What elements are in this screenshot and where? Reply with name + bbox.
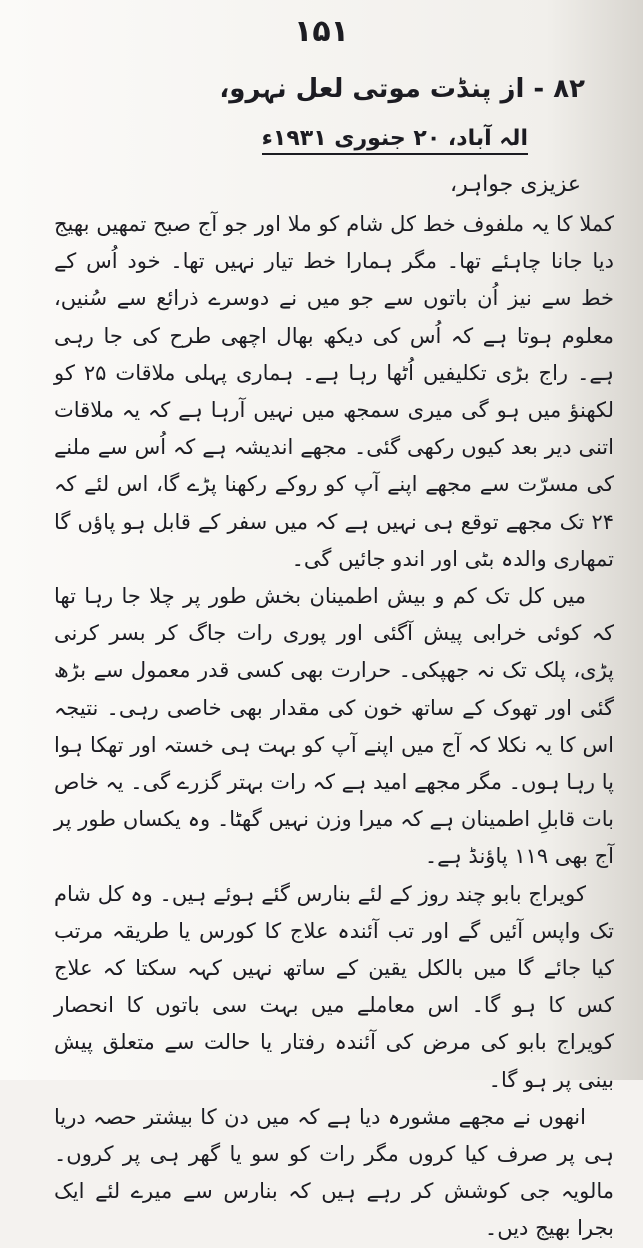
- paragraph-2: میں کل تک کم و بیش اطمینان بخش طور پر چلا جا رہا تھا کہ کوئی خرابی پیش آگئی اور پوری رات جاگ کر بسر کرنی پڑی، پلک تک نہ جھپکی۔ حرارت بھی کسی قدر معمول سے بڑھ گئی اور تھوک کے ساتھ خون کی مقدار بھی خاصی رہی۔ نتیجہ اس کا یہ نکلا کہ آج میں اپنے آپ کو بہت ہی خستہ اور تھکا ہوا پا رہا ہوں۔ مگر مجھے امید ہے کہ رات بہتر گزرے گی۔ یہ خاص بات قابلِ اطمینان ہے کہ میرا وزن نہیں گھٹا۔ وہ یکساں طور پر آج بھی ۱۱۹ پاؤنڈ ہے۔: [54, 584, 614, 869]
- letter-body: [54, 206, 614, 1248]
- paragraph-1: کملا کا یہ ملفوف خط کل شام کو ملا اور جو آج صبح تمھیں بھیج دیا جانا چاہئے تھا۔ مگر ہمارا خط تیار نہیں تھا۔ خود اُس کے خط سے نیز اُن باتوں سے جو میں نے دوسرے ذرائع سے سُنیں، معلوم ہوتا ہے کہ اُس کی دیکھ بھال اچھی طرح کی جا رہی ہے۔ راج بڑی تکلیفیں اُٹھا رہا ہے۔ ہماری پہلی ملاقات ۲۵ کو لکھنؤ میں ہو گی میری سمجھ میں نہیں آرہا ہے کہ یہ ملاقات اتنی دیر بعد کیوں رکھی گئی۔ مجھے اندیشہ ہے کہ اُس سے ملنے کی مسرّت سے مجھے اپنے آپ کو روکے رکھنا پڑے گا، اس لئے کہ ۲۴ تک مجھے توقع ہی نہیں ہے کہ میں سفر کے قابل ہو پاؤں گا تمھاری والدہ بٹی اور اندو جائیں گی۔: [54, 212, 614, 571]
- paragraph-3: کویراج بابو چند روز کے لئے بنارس گئے ہوئے ہیں۔ وہ کل شام تک واپس آئیں گے اور تب آئندہ علاج کا کورس یا طریقہ مرتب کیا جائے گا میں بالکل یقین کے ساتھ نہیں کہہ سکتا کہ علاج کس کا ہو گا۔ اس معاملے میں بہت سی باتوں کا انحصار کویراج بابو کی مرض کی آئندہ رفتار یا حالت سے متعلق پیش بینی پر ہو گا۔: [54, 881, 614, 1092]
- letter-heading: ۸۲ - از پنڈت موتی لعل نہرو،: [219, 74, 585, 104]
- page-number: ۱۵۱: [294, 14, 349, 49]
- paragraph-4: انھوں نے مجھے مشورہ دیا ہے کہ میں دن کا بیشتر حصہ دریا ہی پر صرف کیا کروں مگر رات کو سو یا گھر ہی پر کروں۔ مالویہ جی کوشش کر رہے ہیں کہ بنارس سے میرے لئے ایک بجرا بھیج دیں۔: [54, 1104, 614, 1241]
- place-date-line: الہ آباد، ۲۰ جنوری ۱۹۳۱ء: [262, 126, 528, 155]
- salutation: عزیزی جواہر،: [450, 172, 581, 197]
